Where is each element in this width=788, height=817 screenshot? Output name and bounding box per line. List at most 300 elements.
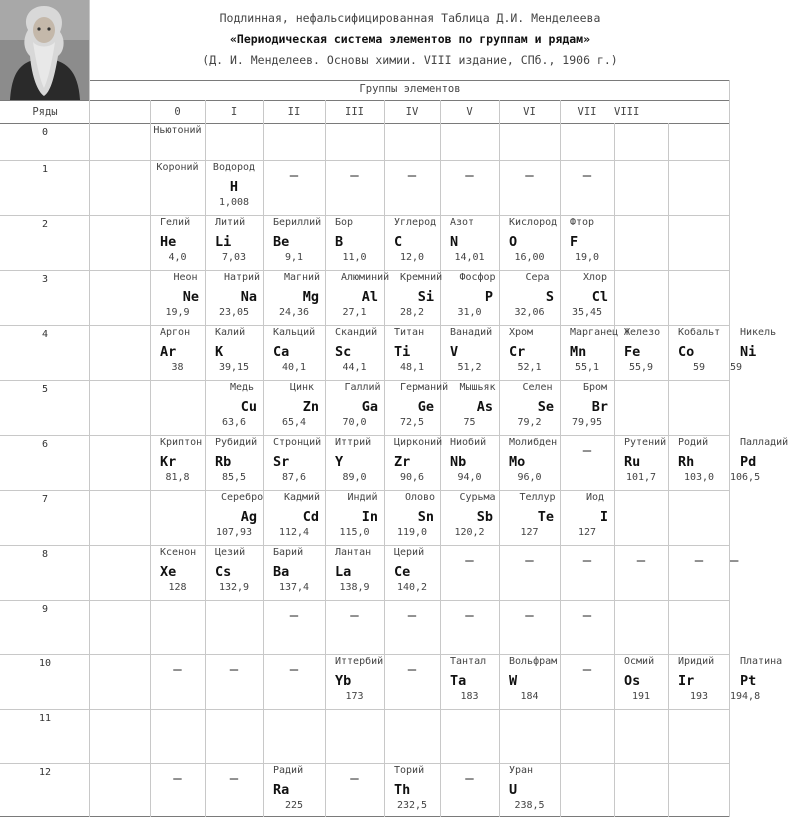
element-cell xyxy=(205,380,263,435)
empty-element-dash xyxy=(560,435,614,490)
element-cell xyxy=(150,215,205,270)
element-name: Марганец xyxy=(570,327,619,338)
title-line-1: Подлинная, нефальсифицированная Таблица Д.И. Менделеева xyxy=(219,11,601,25)
dash-mark: — xyxy=(582,168,592,184)
atomic-weight: 39,15 xyxy=(218,362,250,373)
empty-element-dash xyxy=(325,160,384,215)
empty-element-dash xyxy=(560,600,614,654)
element-name: Бериллий xyxy=(273,217,322,228)
element-cell xyxy=(614,325,668,380)
element-symbol: S xyxy=(545,289,554,305)
element-symbol: H xyxy=(229,179,239,195)
element-symbol: Te xyxy=(537,509,554,525)
element-cell xyxy=(560,325,619,380)
atomic-weight: 51,2 xyxy=(457,362,482,373)
element-symbol: Se xyxy=(537,399,554,415)
element-name: Бор xyxy=(335,217,354,228)
element-cell xyxy=(440,380,499,435)
element-symbol: Os xyxy=(624,673,641,689)
empty-element-dash xyxy=(440,160,499,215)
empty-element-dash xyxy=(150,654,205,709)
element-symbol: Ca xyxy=(273,344,290,360)
element-name: Рубидий xyxy=(215,437,258,448)
atomic-weight: 127 xyxy=(577,527,597,538)
element-name: Барий xyxy=(273,547,304,558)
element-cell xyxy=(263,763,325,817)
element-cell xyxy=(440,654,499,709)
element-name: Аргон xyxy=(160,327,191,338)
element-name: Лантан xyxy=(335,547,372,558)
element-name: Церий xyxy=(394,547,425,558)
element-symbol: Na xyxy=(240,289,257,305)
dash-mark: — xyxy=(407,168,417,184)
atomic-weight: 89,0 xyxy=(342,472,367,483)
row-number: 5 xyxy=(41,384,49,395)
element-symbol: Rb xyxy=(215,454,232,470)
group-header-IV: IV xyxy=(405,106,419,118)
element-name: Родий xyxy=(678,437,709,448)
element-name: Скандий xyxy=(335,327,378,338)
element-cell xyxy=(384,325,440,380)
element-symbol: Cr xyxy=(509,344,526,360)
atomic-weight: 232,5 xyxy=(396,800,428,811)
row-number: 0 xyxy=(41,127,49,138)
element-symbol: La xyxy=(335,564,352,580)
element-name: Неон xyxy=(173,272,198,283)
element-symbol: O xyxy=(509,234,518,250)
element-cell xyxy=(384,545,440,600)
element-symbol: In xyxy=(361,509,378,525)
element-symbol: Cl xyxy=(591,289,608,305)
element-symbol: Cs xyxy=(215,564,232,580)
mendeleev-table-page: Подлинная, нефальсифицированная Таблица Д.И. Менделеева «Периодическая система элементов по группам и рядам» (Д. И. Менделеев. Основы химии. VIII издание, СПб., 1906 г.) Группы элементов Ряды 0 I II III IV V VI VII VIII 0 Ньютоний 1 Короний Водород H 1,008 — — — — — — 2 Гелий He 4,0 Литий Li 7,03 Бериллий Be 9,1 Бор B 11,0 Углерод C 12,0 Азот N 14,01 Кислород O 16,00 Фтор F 19,0 3 Неон Ne 19,9 Натрий Na 23,05 Магний Mg 24,36 Алюминий Al 27,1 Кремний Si 28,2 Фосфор P 31,0 Сера S 32,06 Хлор Cl 35,45 4 Аргон Ar 38 Калий K 39,15 Кальций Ca 40,1 Скандий Sc 44,1 Титан Ti 48,1 Ванадий V 51,2 Хром Cr 52,1 Марганец Mn 55,1 Железо Fe 55,9 Кобальт Co 59 Никель Ni 59 5 Медь Cu 63,6 Цинк Zn 65,4 Галлий Ga 70,0 Германий Ge 72,5 Мышьяк As 75 Селен Se 79,2 Бром Br 79,95 6 Криптон Kr 81,8 Рубидий Rb 85,5 Стронций Sr 87,6 Иттрий Y 89,0 Цирконий Zr 90,6 Ниобий Nb 94,0 Молибден Mo 96,0 — Рутений Ru 101,7 Родий Rh 103,0 Палладий Pd 106,5 7 Серебро Ag 107,93 Кадмий Cd 112,4 Индий In 115,0 Олово Sn 119,0 Сурьма Sb 120,2 Теллур Te 127 Иод I 127 8 Ксенон Xe 128 Цезий Cs 132,9 Барий Ba 137,4 Лантан La 138,9 Церий Ce 140,2 — — — — — — 9 — — — — — — 10 — — — Иттербий Yb 173 — Тантал Ta 183 Вольфрам W 184 — Осмий Os 191 Иридий Ir 193 Платина Pt 194,8 11 12 — — Радий Ra 225 — Торий Th 232,5 — Уран U 238,5 xyxy=(0,0,730,817)
element-name: Магний xyxy=(283,272,321,283)
element-symbol: I xyxy=(599,509,608,525)
element-cell xyxy=(560,270,614,325)
element-symbol: C xyxy=(394,234,403,250)
row-number: 6 xyxy=(41,439,49,450)
element-name: Кальций xyxy=(273,327,316,338)
dash-mark: — xyxy=(350,771,359,787)
atomic-weight: 55,9 xyxy=(628,362,654,373)
dash-mark: — xyxy=(465,608,474,624)
group-header-VI: VI xyxy=(523,106,536,118)
element-symbol: P xyxy=(484,289,493,305)
dash-mark: — xyxy=(636,553,646,569)
element-symbol: Kr xyxy=(160,454,177,470)
element-cell xyxy=(499,380,560,435)
element-cell xyxy=(325,270,390,325)
title-block xyxy=(90,0,730,80)
atomic-weight: 65,4 xyxy=(281,417,307,428)
atomic-weight: 35,45 xyxy=(571,307,603,318)
element-name: Бром xyxy=(582,382,608,393)
atomic-weight: 1,008 xyxy=(218,197,250,208)
element-name: Кислород xyxy=(509,217,558,228)
element-symbol: Ir xyxy=(678,673,695,689)
grid-line-horizontal xyxy=(0,100,730,101)
dash-mark: — xyxy=(465,553,474,569)
empty-element-dash xyxy=(499,545,560,600)
element-name: Алюминий xyxy=(341,272,390,283)
title-line-2: «Периодическая система элементов по группам и рядам» xyxy=(229,32,591,46)
atomic-weight: 127 xyxy=(520,527,539,538)
element-name: Стронций xyxy=(273,437,322,448)
element-symbol: Mo xyxy=(509,454,526,470)
element-symbol: He xyxy=(160,234,177,250)
element-name: Германий xyxy=(400,382,449,393)
atomic-weight: 79,95 xyxy=(571,417,603,428)
element-cell xyxy=(384,490,440,545)
element-cell xyxy=(325,545,384,600)
atomic-weight: 119,0 xyxy=(396,527,428,538)
atomic-weight: 72,5 xyxy=(399,417,425,428)
element-name: Азот xyxy=(450,217,475,228)
atomic-weight: 238,5 xyxy=(514,800,545,811)
atomic-weight: 19,9 xyxy=(165,307,190,318)
atomic-weight: 120,2 xyxy=(454,527,485,538)
empty-element-dash xyxy=(263,654,325,709)
dash-mark: — xyxy=(525,168,534,184)
row-number: 10 xyxy=(38,658,52,669)
group-header-0: 0 xyxy=(174,106,181,118)
element-symbol: Rh xyxy=(678,454,695,470)
empty-element-dash xyxy=(325,763,384,817)
atomic-weight: 55,1 xyxy=(574,362,600,373)
element-name: Криптон xyxy=(160,437,203,448)
atomic-weight: 112,4 xyxy=(278,527,310,538)
element-symbol: Sr xyxy=(273,454,290,470)
element-cell xyxy=(263,380,325,435)
atomic-weight: 191 xyxy=(631,691,651,702)
atomic-weight: 27,1 xyxy=(342,307,367,318)
grid-line-horizontal xyxy=(0,123,730,124)
empty-element-dash xyxy=(205,654,263,709)
title-line-3: (Д. И. Менделеев. Основы химии. VIII издание, СПб., 1906 г.) xyxy=(202,53,618,67)
empty-element-dash xyxy=(560,545,614,600)
element-symbol: F xyxy=(570,234,579,250)
element-symbol: Pd xyxy=(740,454,757,470)
element-cell xyxy=(499,215,560,270)
atomic-weight: 11,0 xyxy=(342,252,367,263)
element-cell xyxy=(614,654,668,709)
dash-mark: — xyxy=(289,168,299,184)
element-symbol: Br xyxy=(591,399,608,415)
element-name: Натрий xyxy=(223,272,261,283)
element-name: Хлор xyxy=(582,272,608,283)
atomic-weight: 96,0 xyxy=(517,472,542,483)
element-symbol: Xe xyxy=(160,564,177,580)
empty-element-dash xyxy=(263,600,325,654)
element-name: Литий xyxy=(215,217,246,228)
element-name: Гелий xyxy=(160,217,191,228)
row-number: 4 xyxy=(41,329,49,340)
dash-mark: — xyxy=(289,662,299,678)
element-name: Теллур xyxy=(519,492,556,503)
atomic-weight: 19,0 xyxy=(574,252,600,263)
element-symbol: Ga xyxy=(361,399,378,415)
empty-element-dash xyxy=(440,763,499,817)
empty-element-dash xyxy=(384,600,440,654)
element-symbol: Cu xyxy=(240,399,257,415)
empty-element-dash xyxy=(560,654,614,709)
element-name: Железо xyxy=(624,327,661,338)
element-symbol: Ne xyxy=(182,289,199,305)
element-name: Уран xyxy=(509,765,534,776)
element-name: Тантал xyxy=(450,656,487,667)
element-symbol: Ce xyxy=(394,564,411,580)
element-cell xyxy=(560,380,614,435)
element-cell xyxy=(205,490,263,545)
atomic-weight: 23,05 xyxy=(218,307,250,318)
element-cell xyxy=(384,380,449,435)
element-symbol: Yb xyxy=(335,673,352,689)
element-name: Индий xyxy=(347,492,378,503)
element-cell xyxy=(263,490,325,545)
element-cell xyxy=(325,380,384,435)
element-name: Радий xyxy=(273,765,304,776)
element-name: Титан xyxy=(394,327,425,338)
dash-mark: — xyxy=(582,662,592,678)
element-name: Короний xyxy=(156,162,199,173)
element-name: Молибден xyxy=(509,437,558,448)
element-symbol: Ag xyxy=(240,509,257,525)
element-name: Кадмий xyxy=(283,492,321,503)
element-name: Цезий xyxy=(215,547,246,558)
atomic-weight: 44,1 xyxy=(342,362,367,373)
element-symbol: Sb xyxy=(476,509,493,525)
element-symbol: B xyxy=(335,234,344,250)
element-symbol: Nb xyxy=(450,454,467,470)
group-header-V: V xyxy=(466,106,473,118)
atomic-weight: 85,5 xyxy=(221,472,247,483)
element-symbol: Pt xyxy=(740,673,757,689)
empty-element-dash xyxy=(384,160,440,215)
dash-mark: — xyxy=(407,608,417,624)
element-name: Ванадий xyxy=(450,327,493,338)
element-cell xyxy=(384,270,443,325)
dash-mark: — xyxy=(465,771,474,787)
element-symbol: V xyxy=(450,344,459,360)
atomic-weight: 225 xyxy=(284,800,304,811)
grid-line-vertical xyxy=(89,0,90,817)
element-symbol: N xyxy=(450,234,459,250)
element-cell xyxy=(499,435,560,490)
element-symbol: Al xyxy=(361,289,378,305)
row-number: 8 xyxy=(41,549,49,560)
element-symbol: Zn xyxy=(302,399,319,415)
element-name: Медь xyxy=(229,382,255,393)
element-name: Кобальт xyxy=(678,327,721,338)
row-number: 1 xyxy=(41,164,49,175)
group-header-I: I xyxy=(230,106,238,118)
dash-mark: — xyxy=(289,608,299,624)
dash-mark: — xyxy=(229,662,239,678)
atomic-weight: 52,1 xyxy=(517,362,542,373)
element-symbol: Co xyxy=(678,344,695,360)
dash-mark: — xyxy=(173,771,182,787)
element-symbol: Si xyxy=(417,289,434,305)
element-cell xyxy=(150,123,205,160)
element-cell xyxy=(440,325,499,380)
row-number: 11 xyxy=(38,713,52,724)
grid-line-horizontal xyxy=(90,80,730,81)
element-cell xyxy=(325,654,384,709)
element-cell xyxy=(384,215,440,270)
element-cell xyxy=(499,763,560,817)
element-name: Иттербий xyxy=(335,656,384,667)
atomic-weight: 140,2 xyxy=(396,582,428,593)
element-name: Цинк xyxy=(289,382,315,393)
atomic-weight: 94,0 xyxy=(457,472,482,483)
element-name: Хром xyxy=(509,327,534,338)
element-name: Ниобий xyxy=(450,437,487,448)
element-name: Палладий xyxy=(740,437,788,448)
element-cell xyxy=(263,545,325,600)
element-name: Калий xyxy=(215,327,246,338)
element-cell xyxy=(150,435,205,490)
element-cell xyxy=(205,270,263,325)
atomic-weight: 107,93 xyxy=(215,527,253,538)
element-cell xyxy=(440,270,499,325)
empty-element-dash xyxy=(668,545,730,600)
empty-element-dash xyxy=(263,160,325,215)
atomic-weight: 101,7 xyxy=(625,472,657,483)
empty-element-dash xyxy=(440,600,499,654)
element-symbol: Sc xyxy=(335,344,352,360)
element-name: Цирконий xyxy=(394,437,443,448)
row-number: 3 xyxy=(41,274,49,285)
atomic-weight: 132,9 xyxy=(218,582,250,593)
element-cell xyxy=(263,435,325,490)
element-cell xyxy=(499,654,560,709)
dash-mark: — xyxy=(350,608,359,624)
atomic-weight: 16,00 xyxy=(514,252,545,263)
element-cell xyxy=(440,435,499,490)
atomic-weight: 81,8 xyxy=(165,472,190,483)
dash-mark: — xyxy=(582,443,592,459)
dash-mark: — xyxy=(525,608,534,624)
element-name: Рутений xyxy=(624,437,667,448)
element-cell xyxy=(263,215,325,270)
element-cell xyxy=(150,270,205,325)
atomic-weight: 63,6 xyxy=(221,417,247,428)
atomic-weight: 90,6 xyxy=(399,472,425,483)
element-symbol: U xyxy=(509,782,518,798)
atomic-weight: 38 xyxy=(171,362,184,373)
element-name: Фтор xyxy=(570,217,595,228)
empty-element-dash xyxy=(150,763,205,817)
element-symbol: Ba xyxy=(273,564,290,580)
element-name: Олово xyxy=(404,492,436,503)
element-cell xyxy=(150,325,205,380)
atomic-weight: 4,0 xyxy=(168,252,187,263)
element-cell xyxy=(384,435,443,490)
element-cell xyxy=(440,215,499,270)
element-symbol: Mg xyxy=(302,289,319,305)
empty-element-dash xyxy=(440,545,499,600)
element-cell xyxy=(668,435,730,490)
element-symbol: Fe xyxy=(624,344,641,360)
element-cell xyxy=(384,763,440,817)
atomic-weight: 31,0 xyxy=(457,307,482,318)
element-name: Кремний xyxy=(400,272,443,283)
element-name: Водород xyxy=(212,162,256,173)
atomic-weight: 115,0 xyxy=(339,527,370,538)
element-cell xyxy=(205,435,263,490)
row-number: 2 xyxy=(41,219,49,230)
mendeleev-portrait xyxy=(0,0,89,100)
atomic-weight: 7,03 xyxy=(221,252,247,263)
atomic-weight: 103,0 xyxy=(683,472,715,483)
atomic-weight: 79,2 xyxy=(517,417,542,428)
element-name: Платина xyxy=(740,656,783,667)
element-name: Торий xyxy=(394,765,425,776)
element-symbol: Ar xyxy=(160,344,177,360)
empty-element-dash xyxy=(560,160,614,215)
empty-element-dash xyxy=(499,600,560,654)
atomic-weight: 70,0 xyxy=(342,417,367,428)
element-cell xyxy=(668,325,730,380)
element-name: Сурьма xyxy=(459,492,496,503)
element-symbol: Cd xyxy=(302,509,319,525)
element-symbol: Ni xyxy=(740,344,757,360)
atomic-weight: 48,1 xyxy=(399,362,425,373)
element-name: Иридий xyxy=(678,656,715,667)
element-cell xyxy=(205,545,263,600)
atomic-weight: 14,01 xyxy=(454,252,485,263)
element-cell xyxy=(263,270,325,325)
rows-column-header: Ряды xyxy=(32,106,58,118)
element-name: Селен xyxy=(522,382,553,393)
atomic-weight: 32,06 xyxy=(514,307,545,318)
atomic-weight: 75 xyxy=(463,417,476,428)
dash-mark: — xyxy=(694,553,704,569)
element-name: Сера xyxy=(525,272,550,283)
row-number: 12 xyxy=(38,767,52,778)
element-cell xyxy=(205,325,263,380)
atomic-weight: 9,1 xyxy=(284,252,304,263)
element-name: Вольфрам xyxy=(509,656,558,667)
group-header-II: II xyxy=(287,106,301,118)
element-cell xyxy=(560,215,614,270)
element-cell xyxy=(325,215,384,270)
atomic-weight: 28,2 xyxy=(399,307,425,318)
element-cell xyxy=(499,490,560,545)
atomic-weight: 184 xyxy=(520,691,539,702)
element-cell xyxy=(668,654,730,709)
element-cell xyxy=(560,490,614,545)
element-symbol: Sn xyxy=(417,509,434,525)
element-cell xyxy=(150,545,205,600)
element-name: Серебро xyxy=(221,492,264,503)
element-symbol: Ti xyxy=(394,344,411,360)
dash-mark: — xyxy=(525,553,534,569)
element-cell xyxy=(325,490,384,545)
element-name: Фосфор xyxy=(459,272,496,283)
atomic-weight: 59 xyxy=(692,362,706,373)
element-symbol: Be xyxy=(273,234,290,250)
element-name: Углерод xyxy=(394,217,437,228)
element-name: Никель xyxy=(740,327,777,338)
atomic-weight: 12,0 xyxy=(399,252,425,263)
element-symbol: W xyxy=(509,673,518,689)
empty-element-dash xyxy=(499,160,560,215)
element-symbol: Ra xyxy=(273,782,290,798)
element-name: Ньютоний xyxy=(153,125,202,136)
element-cell xyxy=(263,325,325,380)
element-name: Ксенон xyxy=(160,547,197,558)
